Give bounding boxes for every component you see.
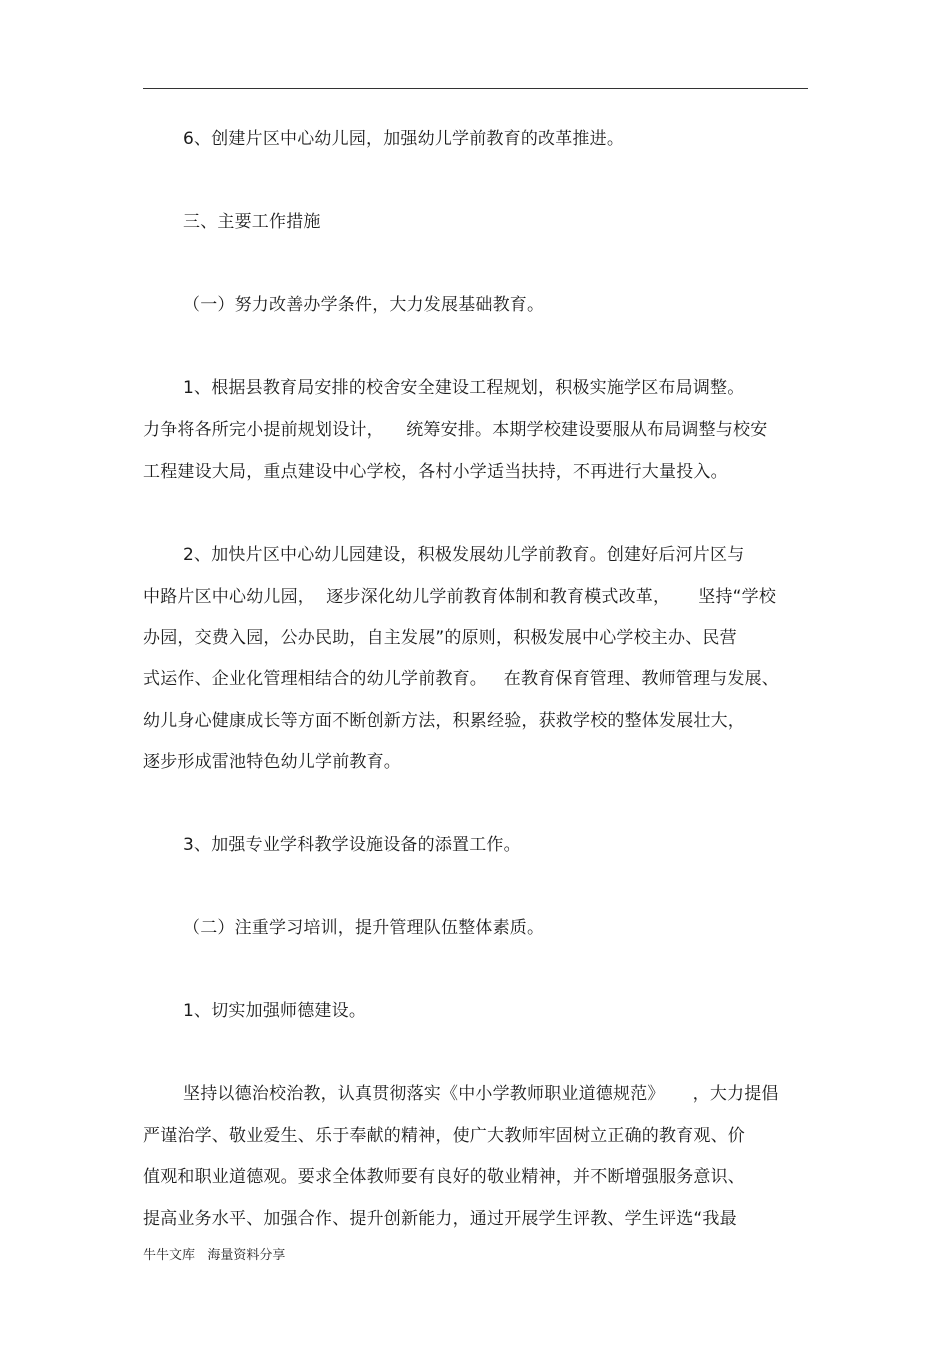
section-heading-measures: 三、主要工作措施 (183, 212, 321, 232)
paragraph-2-line-4: 式运作、企业化管理相结合的幼儿学前教育。 在教育保育管理、教师管理与发展、 (143, 669, 780, 689)
paragraph-2-line-3: 办园，交费入园，公办民助，自主发展”的原则，积极发展中心学校主办、民营 (143, 628, 737, 648)
paragraph-4-line-3: 值观和职业道德观。要求全体教师要有良好的敬业精神，并不断增强服务意识、 (143, 1167, 745, 1187)
paragraph-2-line-6: 逐步形成雷池特色幼儿学前教育。 (143, 752, 401, 772)
paragraph-1-line-1: 1、根据县教育局安排的校舍安全建设工程规划，积极实施学区布局调整。 (183, 378, 745, 398)
paragraph-4-line-1: 坚持以德治校治教，认真贯彻落实《中小学教师职业道德规范》 ，大力提倡 (183, 1084, 779, 1104)
paragraph-1-line-3: 工程建设大局，重点建设中心学校，各村小学适当扶持，不再进行大量投入。 (143, 462, 728, 482)
item-heading-ethics: 1、切实加强师德建设。 (183, 1001, 367, 1021)
subsection-heading-2: （二）注重学习培训，提升管理队伍整体素质。 (183, 918, 545, 938)
page-footer: 牛牛文库 海量资料分享 (143, 1248, 286, 1263)
paragraph-2-line-1: 2、加快片区中心幼儿园建设，积极发展幼儿学前教育。创建好后河片区与 (183, 545, 745, 565)
subsection-heading-1: （一）努力改善办学条件，大力发展基础教育。 (183, 295, 545, 315)
paragraph-3: 3、加强专业学科教学设施设备的添置工作。 (183, 835, 521, 855)
paragraph-2-line-5: 幼儿身心健康成长等方面不断创新方法，积累经验，获救学校的整体发展壮大， (143, 711, 745, 731)
text-line-item6: 6、创建片区中心幼儿园，加强幼儿学前教育的改革推进。 (183, 129, 625, 149)
paragraph-1-line-2: 力争将各所完小提前规划设计， 统筹安排。本期学校建设要服从布局调整与校安 (143, 420, 768, 440)
paragraph-2-line-2: 中路片区中心幼儿园， 逐步深化幼儿学前教育体制和教育模式改革， 坚持“学校 (143, 587, 777, 607)
header-rule (143, 88, 808, 89)
paragraph-4-line-4: 提高业务水平、加强合作、提升创新能力，通过开展学生评教、学生评选“我最 (143, 1209, 737, 1229)
paragraph-4-line-2: 严谨治学、敬业爱生、乐于奉献的精神，使广大教师牢固树立正确的教育观、价 (143, 1126, 745, 1146)
